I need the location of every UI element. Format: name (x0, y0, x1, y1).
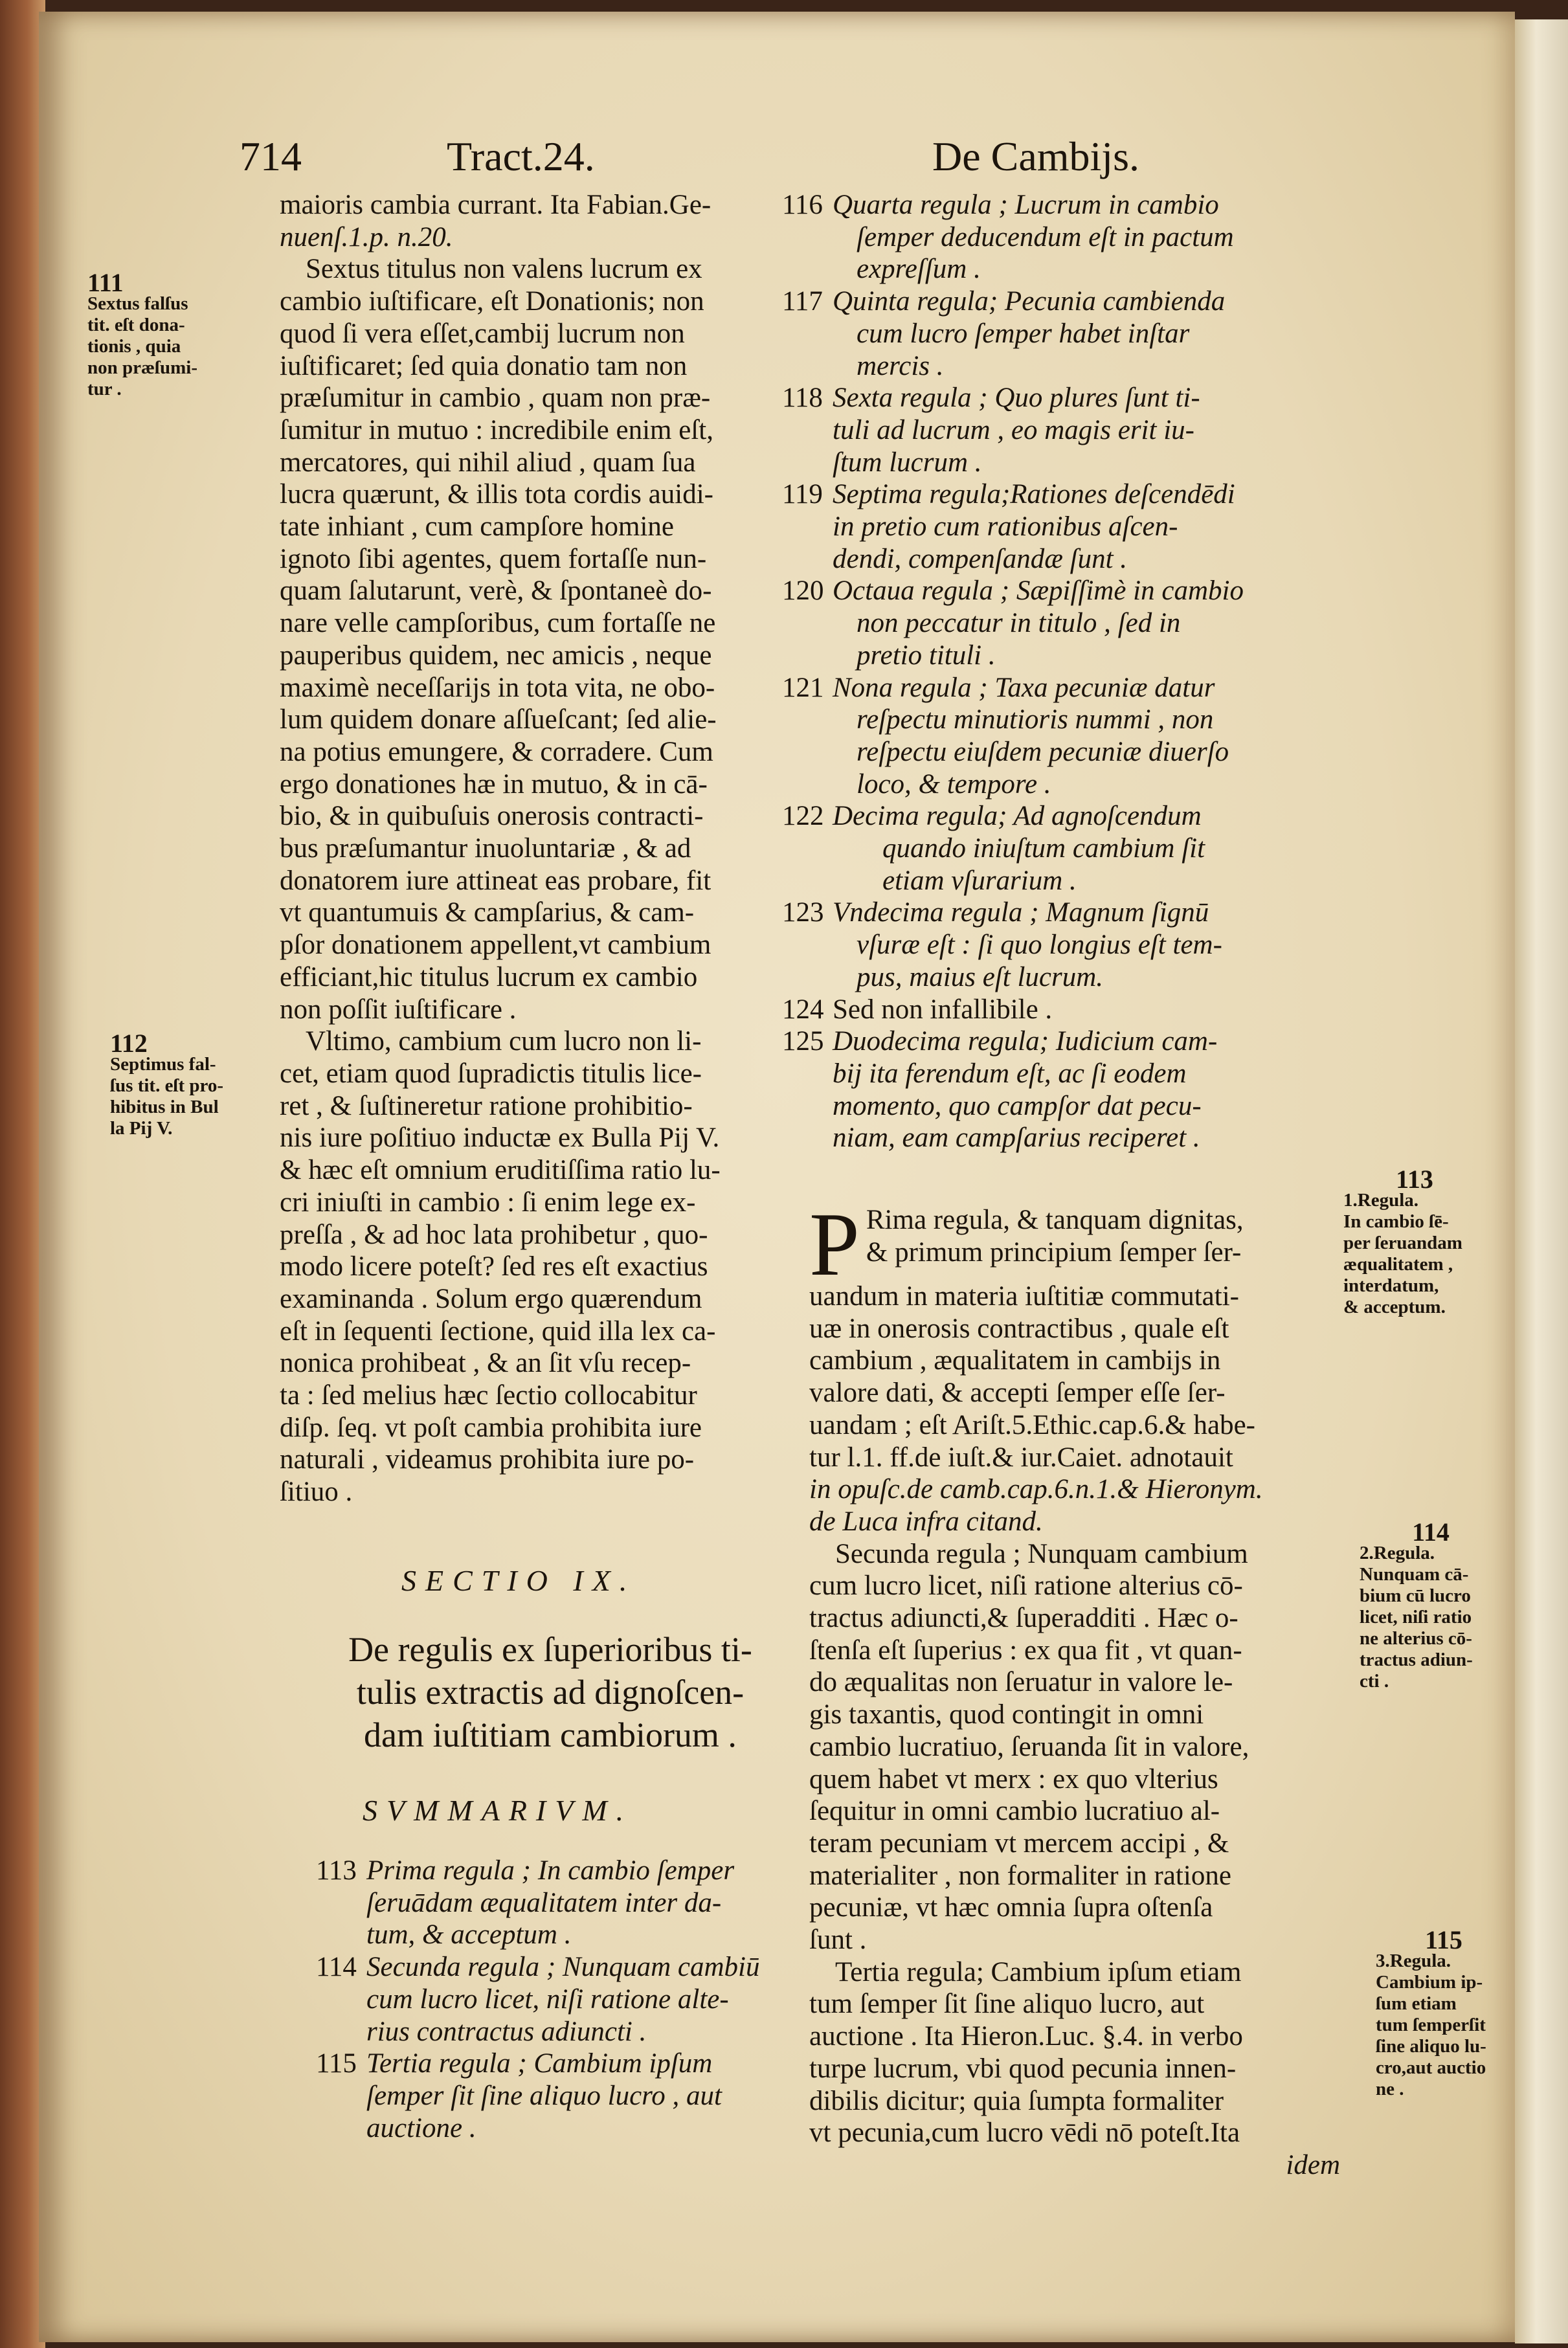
text-line: preſſa , & ad hoc lata prohibetur , quo- (280, 1219, 708, 1250)
text-line: efficiant,hic titulus lucrum ex cambio (280, 961, 698, 992)
text-line: tractus adiuncti,& ſuperadditi . Hæc o- (809, 1603, 1238, 1634)
margin-note-line: per ſeruandam (1343, 1233, 1462, 1253)
text-line: pauperibus quidem, nec amicis , neque (280, 640, 712, 671)
summary-text: Sed non infallibile . (833, 994, 1053, 1025)
section-title (285, 1628, 816, 1756)
summary-text: quando iniuſtum cambium ſit (882, 833, 1205, 864)
summary-text: pus, maius eſt lucrum. (857, 961, 1104, 992)
text-line: quem habet vt merx : ex quo vlterius (809, 1763, 1218, 1795)
margin-note-line: tit. eſt dona- (87, 315, 185, 335)
text-line: præſumitur in cambio , quam non præ- (280, 383, 711, 414)
summary-left (316, 1855, 834, 2144)
summary-text: reſpectu eiuſdem pecuniæ diuerſo (857, 736, 1229, 767)
right-margin-note-115 (1376, 1925, 1512, 2100)
text-line: uæ in onerosis contractibus , quale eſt (809, 1313, 1229, 1344)
text-line: gis taxantis, quod contingit in omni (809, 1699, 1204, 1730)
summary-text: rius contractus adiuncti . (366, 2016, 647, 2047)
margin-note-line: 3.Regula. (1376, 1951, 1451, 1971)
margin-note-line: Sextus falſus (87, 293, 188, 314)
summary-number: 118 (782, 383, 823, 414)
right-margin-note-114 (1360, 1517, 1502, 1692)
text-line: auctione . Ita Hieron.Luc. §.4. in verbo (809, 2021, 1243, 2052)
text-line: cambio lucratiuo, ſeruanda ſit in valore, (809, 1731, 1249, 1762)
text-line: ſumitur in mutuo : incredibile enim eſt, (280, 414, 713, 445)
text-line: nare velle campſoribus, cum fortaſſe ne (280, 608, 716, 639)
summary-text: Sexta regula ; Quo plures ſunt ti- (833, 383, 1200, 414)
section-title-line: De regulis ex ſuperioribus ti- (348, 1630, 752, 1669)
text-line: Secunda regula ; Nunquam cambium (835, 1538, 1248, 1569)
text-line: ſtenſa eſt ſuperius : ex qua fit , vt quan- (809, 1635, 1242, 1666)
summary-text: in pretio cum rationibus aſcen- (833, 511, 1178, 542)
text-line: vt quantumuis & campſarius, & cam- (280, 897, 695, 928)
summary-text: vſuræ eſt : ſi quo longius eſt tem- (857, 930, 1222, 961)
summary-text: niam, eam campſarius reciperet . (833, 1123, 1200, 1154)
next-page-edge (1515, 19, 1568, 2343)
summary-number: 125 (782, 1026, 824, 1057)
summary-text: expreſſum . (857, 254, 981, 285)
text-line: idem (1286, 2149, 1340, 2180)
summary-text: dendi, compenſandæ ſunt . (833, 543, 1128, 574)
margin-note-line: 2.Regula. (1360, 1543, 1435, 1563)
summary-number: 116 (782, 190, 823, 220)
text-line: vt pecunia,cum lucro vēdi nō poteſt.Ita (809, 2118, 1240, 2149)
summary-text: Tertia regula ; Cambium ipſum (366, 2048, 713, 2079)
margin-note-line: non præſumi- (87, 357, 198, 378)
text-line: ſitiuo . (280, 1477, 353, 1508)
margin-note-line: interdatum, (1343, 1275, 1439, 1296)
margin-note-line: æqualitatem , (1343, 1254, 1453, 1275)
margin-note-number: 114 (1412, 1517, 1450, 1547)
margin-note-line: tur . (87, 379, 122, 399)
margin-note-line: la Pij V. (110, 1118, 173, 1139)
summary-number: 115 (316, 2048, 357, 2079)
summary-text: mercis . (857, 350, 944, 381)
text-line: de Luca infra citand. (809, 1506, 1043, 1537)
margin-note-line: Nunquam cā- (1360, 1564, 1469, 1585)
left-column-text (280, 189, 798, 1508)
text-line: & hæc eſt omnium eruditiſſima ratio lu- (280, 1155, 721, 1186)
summary-text: Decima regula; Ad agnoſcendum (833, 801, 1202, 832)
text-line: naturali , videamus prohibita iure po- (280, 1444, 695, 1475)
summary-item-113 (316, 1855, 834, 1887)
summary-text: non peccatur in titulo , ſed in (857, 608, 1181, 639)
summary-text: Octaua regula ; Sæpiſſimè in cambio (833, 576, 1244, 607)
margin-note-line: cti . (1360, 1671, 1389, 1692)
summary-text: bij ita ferendum eſt, ac ſi eodem (833, 1058, 1187, 1089)
summary-right (782, 189, 1365, 1154)
text-line: diſp. ſeq. vt poſt cambia prohibita iure (280, 1412, 702, 1443)
text-line: Rima regula, & tanquam dignitas, (866, 1205, 1244, 1235)
summary-text: Secunda regula ; Nunquam cambiū (366, 1952, 760, 1983)
text-line: modo licere poteſt? ſed res eſt exactius (280, 1251, 708, 1282)
text-line: examinanda . Solum ergo quærendum (280, 1283, 702, 1314)
text-line: mercatores, qui nihil aliud , quam ſua (280, 447, 696, 478)
margin-note-line: hibitus in Bul (110, 1097, 219, 1117)
margin-note-line: tum ſemperſit (1376, 2015, 1486, 2035)
text-line: Vltimo, cambium cum lucro non li- (306, 1026, 702, 1057)
summary-text: ſeruādam æqualitatem inter da- (366, 1887, 722, 1918)
section-title-line: dam iuſtitiam cambiorum . (364, 1716, 737, 1754)
summary-text: Duodecima regula; Iudicium cam- (833, 1026, 1218, 1057)
margin-note-line: Septimus fal- (110, 1054, 216, 1075)
text-line: iuſtificaret; ſed quia donatio tam non (280, 350, 688, 381)
text-line: nuenſ.1.p. n.20. (280, 221, 453, 252)
right-column-body (809, 1194, 1340, 2182)
text-line: & primum principium ſemper ſer- (866, 1236, 1242, 1268)
text-line: ergo donationes hæ in mutuo, & in cā- (280, 768, 708, 799)
text-line: in opuſc.de camb.cap.6.n.1.& Hieronym. (809, 1474, 1263, 1505)
text-line: lucra quærunt, & illis tota cordis auidi- (280, 479, 713, 510)
text-line: donatorem iure attineat eas probare, fit (280, 865, 711, 896)
margin-note-line: licet, niſi ratio (1360, 1607, 1472, 1627)
summary-text: cum lucro licet, niſi ratione alte- (366, 1984, 729, 2015)
summary-text: ſemper ſit ſine aliquo lucro , aut (366, 2080, 722, 2111)
left-margin-note-112 (110, 1029, 285, 1139)
text-line: non poſſit iuſtificare . (280, 994, 517, 1025)
text-line: maximè neceſſarijs in tota vita, ne obo- (280, 672, 715, 703)
text-line: dibilis dicitur; quia ſumpta formaliter (809, 2085, 1224, 2116)
text-line: cambio iuſtificare, eſt Donationis; non (280, 286, 704, 317)
margin-note-number: 113 (1396, 1165, 1433, 1194)
summary-item-115 (316, 2048, 834, 2080)
text-line: quam ſalutarunt, verè, & ſpontaneè do- (280, 576, 712, 607)
margin-note-line: & acceptum. (1343, 1297, 1446, 1317)
margin-note-line: tractus adiun- (1360, 1649, 1473, 1670)
text-line: turpe lucrum, vbi quod pecunia innen- (809, 2053, 1237, 2084)
text-line: cambium , æqualitatem in cambijs in (809, 1345, 1221, 1376)
section-title-line: tulis extractis ad dignoſcen- (356, 1673, 745, 1712)
text-line: bio, & in quibuſuis onerosis contracti- (280, 801, 704, 832)
text-line: uandum in materia iuſtitiæ commutati- (809, 1281, 1239, 1312)
text-line: valore dati, & accepti ſemper eſſe ſer- (809, 1378, 1226, 1409)
text-line: pecuniæ, vt hæc omnia ſupra oſtenſa (809, 1892, 1213, 1923)
summary-item-114 (316, 1951, 834, 1984)
summary-text: Vndecima regula ; Magnum ſignū (833, 897, 1209, 928)
text-line: teram pecuniam vt mercem accipi , & (809, 1828, 1229, 1859)
text-line: na potius emungere, & corradere. Cum (280, 736, 713, 767)
summary-number: 124 (782, 994, 824, 1025)
text-line: ignoto ſibi agentes, quem fortaſſe nun- (280, 543, 707, 574)
summary-number: 123 (782, 897, 824, 928)
margin-note-number: 115 (1425, 1925, 1462, 1954)
text-line: cri iniuſti in cambio : ſi enim lege ex- (280, 1187, 696, 1218)
text-line: materialiter , non formaliter in ratione (809, 1860, 1231, 1891)
summary-text: etiam vſurarium . (882, 865, 1077, 896)
text-line: Sextus titulus non valens lucrum ex (306, 254, 702, 285)
summary-text: cum lucro ſemper habet inſtar (857, 318, 1190, 349)
summary-text: Septima regula;Rationes deſcendēdi (833, 479, 1235, 510)
text-line: nonica prohibeat , & an ſit vſu recep- (280, 1348, 691, 1379)
text-line: bus præſumantur inuoluntariæ , & ad (280, 833, 691, 864)
summary-text: tum, & acceptum . (366, 1919, 572, 1951)
margin-note-line: cro,aut auctio (1376, 2057, 1486, 2078)
text-line: tur l.1. ff.de iuſt.& iur.Caiet. adnotauit (809, 1442, 1233, 1473)
summary-text: momento, quo campſor dat pecu- (833, 1090, 1202, 1121)
margin-note-line: 1.Regula. (1343, 1190, 1418, 1211)
summary-text: Prima regula ; In cambio ſemper (366, 1855, 735, 1886)
running-head-tract: Tract.24. (447, 133, 595, 179)
summary-label: SVMMARIVM. (363, 1794, 633, 1827)
margin-note-line: ſine aliquo lu- (1376, 2036, 1486, 2057)
text-line: cum lucro licet, niſi ratione alterius cō- (809, 1571, 1243, 1602)
summary-text: loco, & tempore . (857, 768, 1051, 799)
text-line: uandam ; eſt Ariſt.5.Ethic.cap.6.& habe- (809, 1409, 1255, 1440)
text-line: Tertia regula; Cambium ipſum etiam (835, 1956, 1242, 1987)
margin-note-line: ne . (1376, 2079, 1404, 2099)
text-line: lum quidem donare aſſueſcant; ſed alie- (280, 704, 717, 735)
margin-note-number: 112 (110, 1029, 148, 1058)
summary-text: ſtum lucrum . (833, 447, 982, 478)
text-line: tum ſemper ſit ſine aliquo lucro, aut (809, 1989, 1205, 2020)
margin-note-line: ne alterius cō- (1360, 1628, 1472, 1649)
running-head-title: De Cambijs. (932, 133, 1139, 179)
summary-number: 119 (782, 479, 823, 510)
margin-note-line: Cambium ip- (1376, 1972, 1483, 1993)
text-line: nis iure poſitiuo inductæ ex Bulla Pij V. (280, 1123, 720, 1154)
summary-text: ſemper deducendum eſt in pactum (857, 221, 1234, 252)
summary-text: pretio tituli . (857, 640, 996, 671)
section-label: SECTIO IX. (401, 1564, 636, 1597)
text-line: ret , & ſuſtineretur ratione prohibitio- (280, 1090, 693, 1121)
text-line: cet, etiam quod ſupradictis titulis lice- (280, 1058, 702, 1089)
summary-text: Quarta regula ; Lucrum in cambio (833, 190, 1219, 220)
margin-note-line: bium cū lucro (1360, 1585, 1471, 1606)
margin-note-line: In cambio ſē- (1343, 1211, 1449, 1232)
summary-number: 121 (782, 672, 824, 703)
margin-note-line: tionis , quia (87, 336, 181, 357)
summary-number: 122 (782, 801, 824, 832)
right-margin-note-113 (1343, 1165, 1486, 1318)
summary-text: reſpectu minutioris nummi , non (857, 704, 1214, 735)
text-line: tate inhiant , cum campſore homine (280, 511, 674, 542)
text-line: do æqualitas non ſeruatur in valore le- (809, 1667, 1233, 1698)
text-line: ta : ſed melius hæc ſectio collocabitur (280, 1380, 697, 1411)
left-margin-note-111 (87, 268, 282, 400)
margin-note-line: ſum etiam (1376, 1993, 1457, 2014)
summary-text: auctione . (366, 2112, 476, 2143)
summary-text: Nona regula ; Taxa pecuniæ datur (833, 672, 1215, 703)
text-line: pſor donationem appellent,vt cambium (280, 930, 711, 961)
drop-cap: P (809, 1194, 860, 1295)
summary-text: Quinta regula; Pecunia cambienda (833, 286, 1226, 317)
margin-note-line: ſus tit. eſt pro- (110, 1075, 224, 1096)
text-line: ſunt . (809, 1925, 867, 1956)
text-line: quod ſi vera eſſet,cambij lucrum non (280, 318, 685, 349)
margin-note-number: 111 (87, 268, 124, 297)
summary-text: tuli ad lucrum , eo magis erit iu- (833, 414, 1194, 445)
summary-number: 120 (782, 576, 824, 607)
text-line: eſt in ſequenti ſectione, quid illa lex ca- (280, 1315, 716, 1347)
summary-number: 117 (782, 286, 823, 317)
summary-number: 113 (316, 1855, 357, 1886)
text-line: ſequitur in omni cambio lucratiuo al- (809, 1796, 1220, 1827)
page-number: 714 (240, 133, 302, 179)
text-line: maioris cambia currant. Ita Fabian.Ge- (280, 190, 711, 220)
summary-number: 114 (316, 1952, 357, 1983)
